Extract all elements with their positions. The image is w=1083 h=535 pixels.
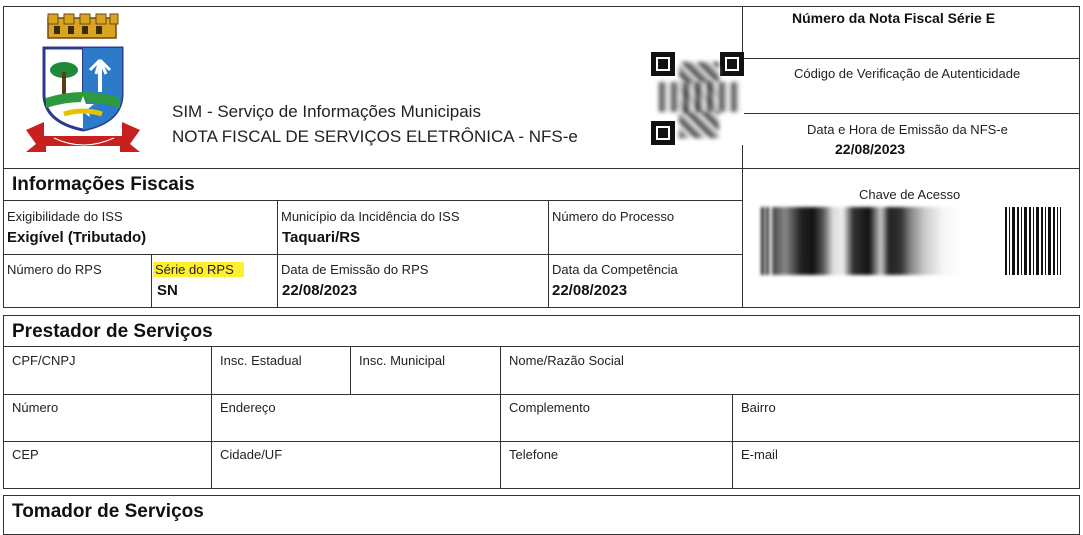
rps-series-label: Série do RPS	[153, 262, 244, 277]
provider-zip-label: CEP	[12, 447, 39, 462]
provider-complement-label: Complemento	[509, 400, 590, 415]
iss-municipality-value: Taquari/RS	[282, 229, 361, 246]
provider-number-label: Número	[12, 400, 59, 415]
iss-municipality-label: Município da Incidência do ISS	[281, 209, 460, 224]
rps-number-label: Número do RPS	[7, 262, 102, 277]
provider-title: Prestador de Serviços	[12, 321, 213, 342]
emission-datetime-label: Data e Hora de Emissão da NFS-e	[807, 122, 1008, 137]
organization-name: SIM - Serviço de Informações Municipais	[172, 102, 481, 121]
client-title: Tomador de Serviços	[12, 501, 204, 522]
fiscal-info-title: Informações Fiscais	[12, 174, 195, 195]
access-key-barcode	[761, 207, 1061, 275]
provider-municipal-registration-label: Insc. Municipal	[359, 353, 445, 368]
rps-emission-date-value: 22/08/2023	[282, 282, 358, 299]
rps-emission-date-label: Data de Emissão do RPS	[281, 262, 429, 277]
iss-exigibility-value: Exigível (Tributado)	[7, 229, 147, 246]
emission-datetime-value: 22/08/2023	[835, 141, 906, 157]
access-key-label: Chave de Acesso	[859, 187, 961, 202]
nf-number-label: Número da Nota Fiscal Série E	[792, 10, 996, 26]
provider-phone-label: Telefone	[509, 447, 559, 462]
process-number-label: Número do Processo	[552, 209, 675, 224]
verification-code-label: Código de Verificação de Autenticidade	[794, 66, 1021, 81]
provider-email-label: E-mail	[741, 447, 778, 462]
provider-state-registration-label: Insc. Estadual	[220, 353, 302, 368]
document-title: NOTA FISCAL DE SERVIÇOS ELETRÔNICA - NFS-e	[172, 127, 578, 146]
municipal-coat-of-arms-logo	[24, 12, 142, 160]
competence-date-value: 22/08/2023	[552, 282, 628, 299]
rps-series-value: SN	[157, 282, 178, 299]
iss-exigibility-label: Exigibilidade do ISS	[7, 209, 123, 224]
provider-cpf-cnpj-label: CPF/CNPJ	[12, 353, 76, 368]
provider-address-label: Endereço	[220, 400, 276, 415]
provider-name-label: Nome/Razão Social	[509, 353, 624, 368]
competence-date-label: Data da Competência	[552, 262, 678, 277]
qr-code	[651, 52, 744, 145]
provider-district-label: Bairro	[741, 400, 776, 415]
provider-city-label: Cidade/UF	[220, 447, 283, 462]
